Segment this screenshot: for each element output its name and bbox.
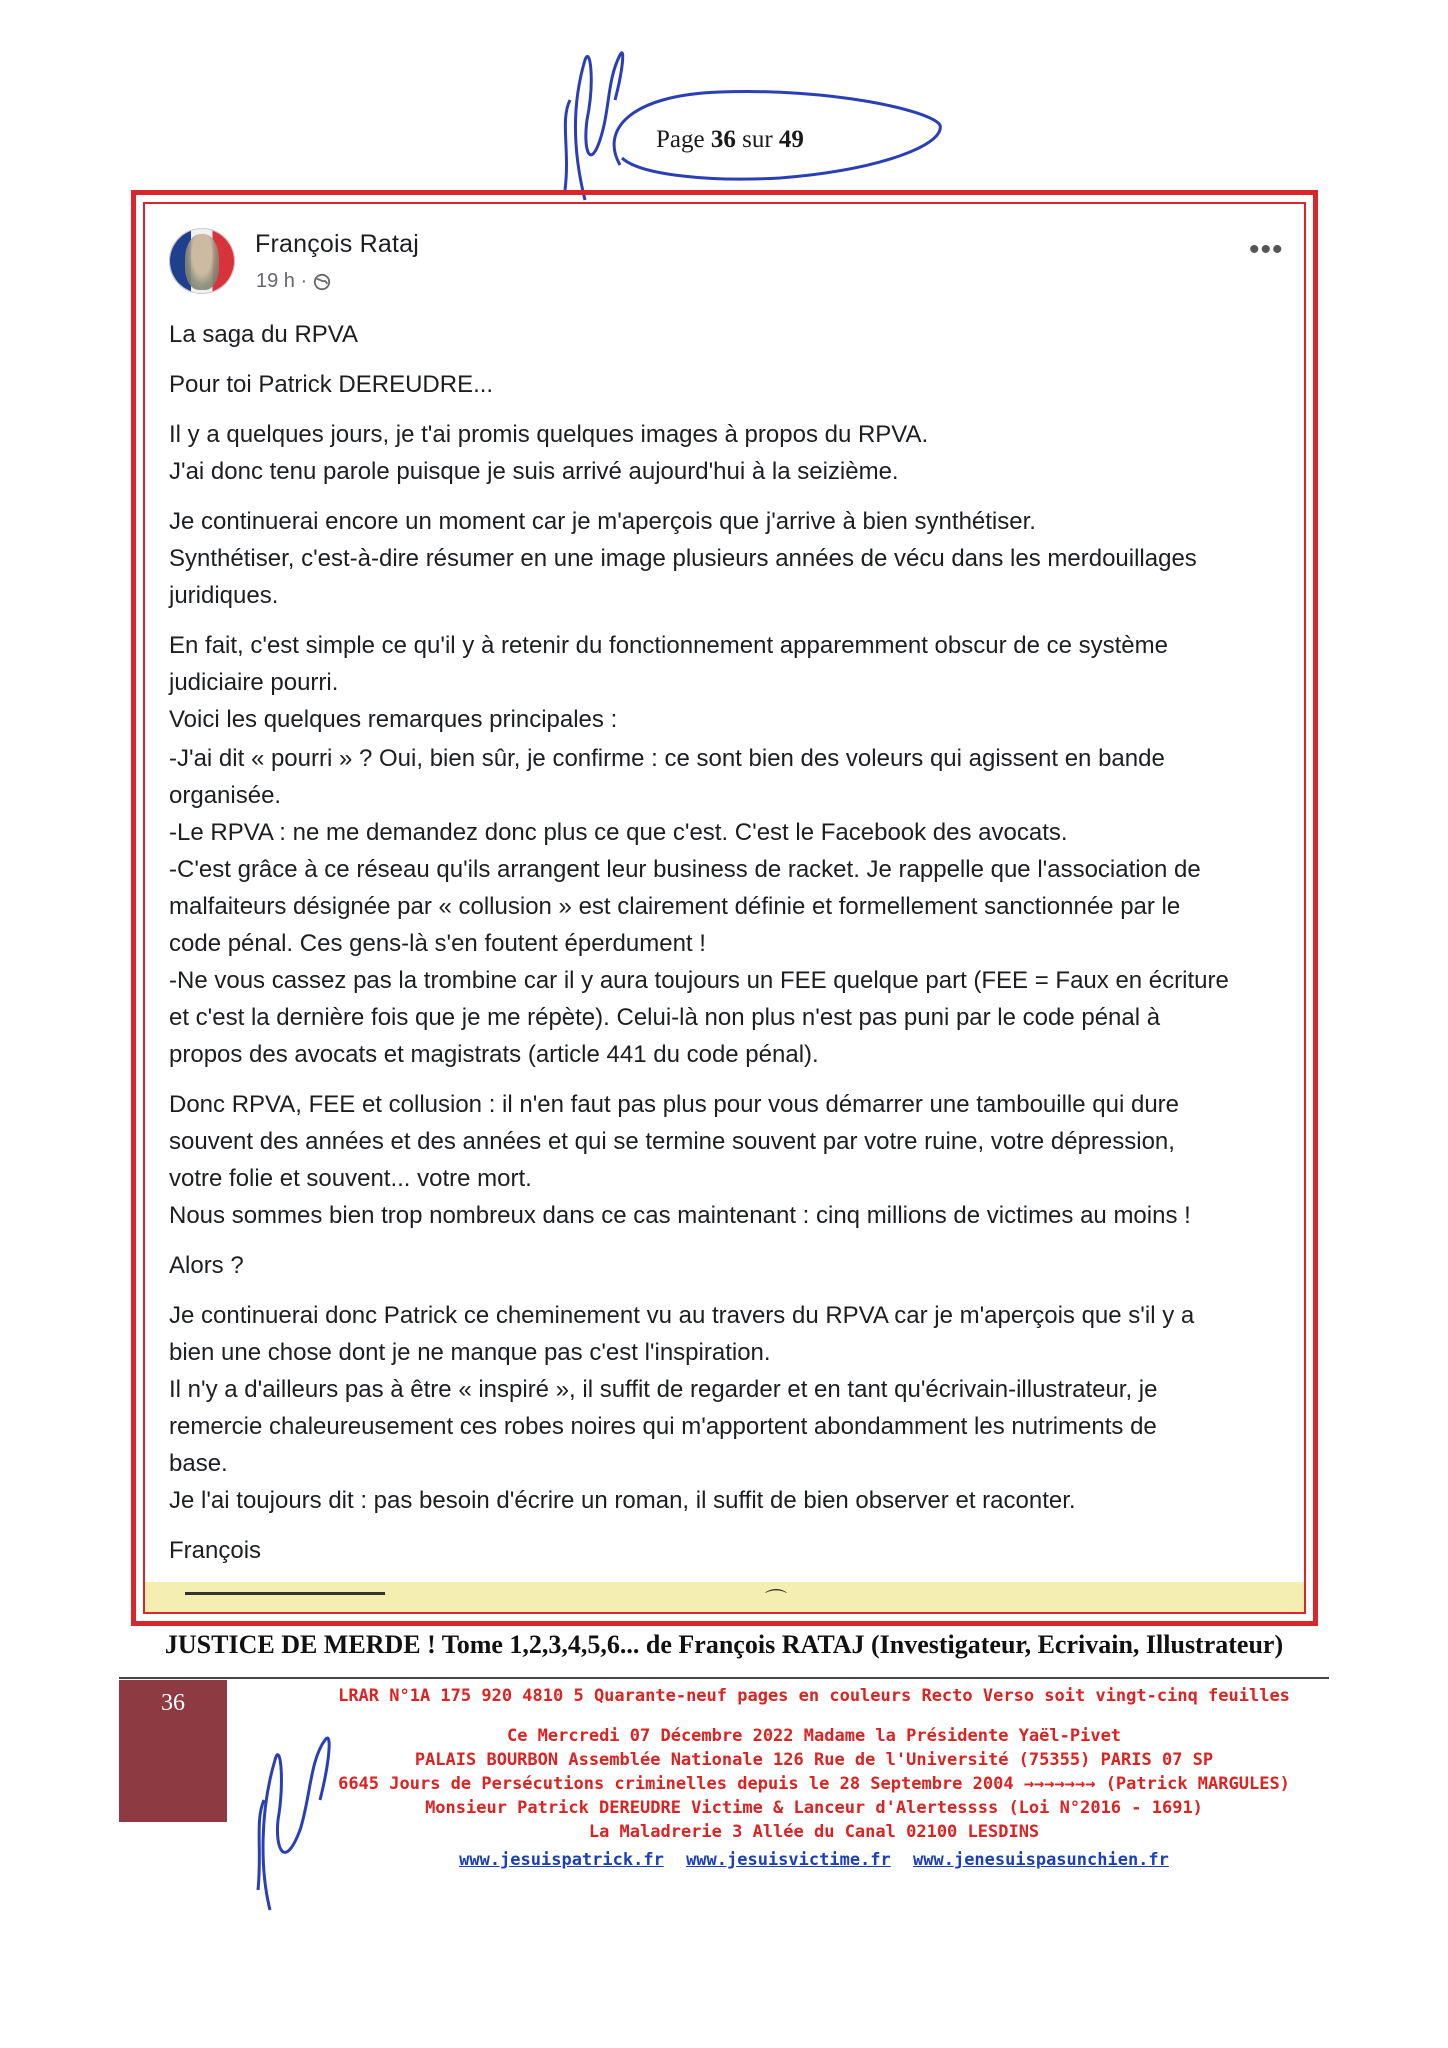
post-paragraph: Donc RPVA, FEE et collusion : il n'en faut pas plus pour vous démarrer une tambouille qui dure souvent des années et des années et qui se termine souvent par votre ruine, votre dépression, votre folie et souvent... votre mort. Nous sommes bien trop nombreux dans ce cas maintenant : cinq millions de victimes au moins ! [169, 1091, 1191, 1229]
post-paragraph: Alors ? [169, 1252, 244, 1279]
avatar[interactable] [169, 228, 235, 294]
link-jesuisvictime[interactable]: www.jesuisvictime.fr [686, 1850, 891, 1870]
more-horizontal-icon: ••• [1249, 233, 1284, 266]
link-jenesuispasunchien[interactable]: www.jenesuispasunchien.fr [913, 1850, 1169, 1870]
attached-image-preview [145, 1582, 1304, 1612]
post-paragraph: -J'ai dit « pourri » ? Oui, bien sûr, je confirme : ce sont bien des voleurs qui agissent en bande organisée. -Le RPVA : ne me demandez donc plus ce que c'est. C'est le Facebook des avocats. -C'est grâce à ce réseau qu'ils arrangent leur business de racket. Je rappelle que l'association de malfaiteurs désignée par « collusion » est clairement définie et formellement sanctionnée par le code pénal. Ces gens-là s'en foutent éperdument ! -Ne vous cassez pas la trombine car il y aura toujours un FEE quelque part (FEE = Faux en écriture et c'est la dernière fois que je me répète). Celui-là non plus n'est pas puni par le code pénal à propos des avocats et magistrats (article 441 du code pénal). [169, 745, 1229, 1068]
post-signature: François [169, 1537, 262, 1564]
post-paragraph: Pour toi Patrick DEREUDRE... [169, 371, 494, 398]
footer-line-sender: Monsieur Patrick DEREUDRE Victime & Lanceur d'Alertessss (Loi N°2016 - 1691) [425, 1798, 1203, 1818]
footer-line-address: PALAIS BOURBON Assemblée Nationale 126 Rue de l'Université (75355) PARIS 07 SP [414, 1750, 1214, 1770]
post-paragraph: Je continuerai donc Patrick ce cheminement vu au travers du RPVA car je m'aperçois que s'il y a bien une chose dont je ne manque pas c'est l'inspiration. Il n'y a d'ailleurs pas à être « inspiré », il suffit de regarder et en tant qu'écrivain-illustrateur, je remercie chaleureusement ces robes noires qui m'apportent abondamment les nutriments de base. Je l'ai toujours dit : pas besoin d'écrire un roman, il suffit de bien observer et raconter. [169, 1302, 1195, 1514]
page-label: Page [656, 126, 705, 153]
post-paragraph: Il y a quelques jours, je t'ai promis quelques images à propos du RPVA. J'ai donc tenu parole puisque je suis arrivé aujourd'hui à la seizième. [169, 421, 929, 485]
more-options-button[interactable] [1249, 233, 1284, 266]
post-paragraph: Je continuerai encore un moment car je m'aperçois que j'arrive à bien synthétiser. Synthétiser, c'est-à-dire résumer en une image plusieurs années de vécu dans les merdouillages juridiques. [169, 508, 1197, 609]
post-time[interactable]: 19 h · [256, 270, 308, 292]
link-jesuispatrick[interactable]: www.jesuispatrick.fr [459, 1850, 664, 1870]
post-paragraph: La saga du RPVA [169, 321, 359, 348]
footer-line-date: Ce Mercredi 07 Décembre 2022 Madame la Présidente Yaël-Pivet [506, 1726, 1122, 1746]
facebook-post [145, 204, 1304, 1612]
globe-icon [313, 273, 331, 291]
author-name[interactable]: François Rataj [255, 230, 419, 258]
post-body [169, 316, 1304, 1582]
handwritten-initials-bottom [250, 1720, 350, 1920]
image-fragment-icon: ⌒ [765, 1588, 788, 1612]
footer-line-days: 6645 Jours de Persécutions criminelles depuis le 28 Septembre 2004 →→→→→→→ (Patrick MARGULES) [338, 1774, 1290, 1794]
page-number [656, 126, 804, 154]
footer-line-lrar: LRAR N°1A 175 920 4810 5 Quarante-neuf pages en couleurs Recto Verso soit vingt-cinq feuilles [338, 1686, 1290, 1706]
footer-line-sender-address: La Maladrerie 3 Allée du Canal 02100 LESDINS [588, 1822, 1040, 1842]
page-total: 49 [778, 126, 804, 153]
post-frame [131, 190, 1318, 1626]
footer-page-number: 36 [161, 1690, 185, 1716]
page-separator: sur [742, 126, 773, 153]
post-paragraph: En fait, c'est simple ce qu'il y à retenir du fonctionnement apparemment obscur de ce système judiciaire pourri. Voici les quelques remarques principales : [169, 632, 1168, 733]
footer-divider [119, 1677, 1329, 1679]
page-current: 36 [710, 126, 736, 153]
footer-title: JUSTICE DE MERDE ! Tome 1,2,3,4,5,6... de François RATAJ (Investigateur, Ecrivain, Illustrateur) [164, 1630, 1284, 1659]
post-meta [256, 270, 331, 293]
